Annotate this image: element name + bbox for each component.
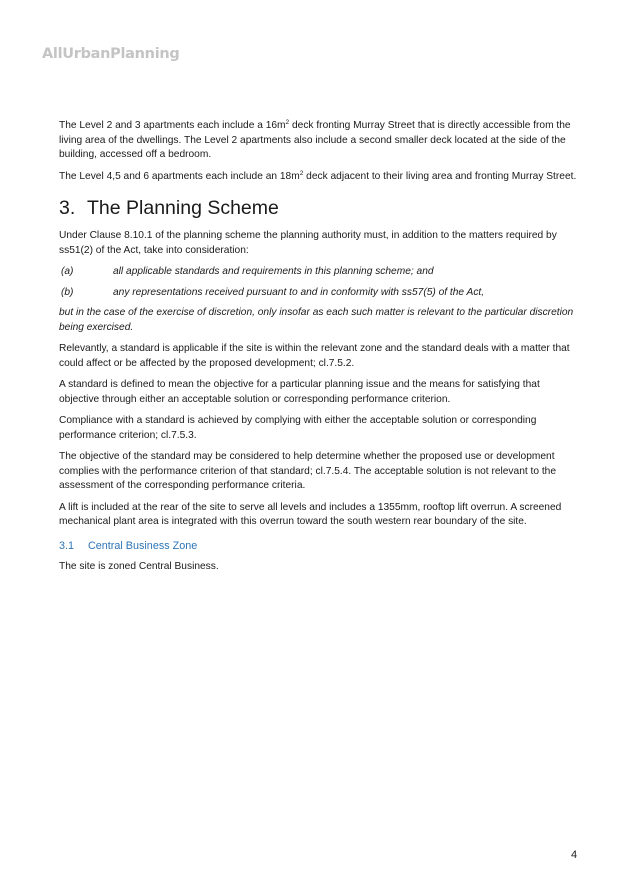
body-paragraph: Compliance with a standard is achieved by complying with either the acceptable solution or corresponding performance criterion; cl.7.5.3. <box>59 415 537 441</box>
clause-item-b <box>61 286 579 301</box>
page-number: 4 <box>571 849 578 861</box>
section-title: The Planning Scheme <box>87 197 279 219</box>
paragraph-level-4-6-decks: The Level 4,5 and 6 apartments each include an $18m^2$ deck adjacent to their living area and fronting Murray Street. <box>59 169 577 182</box>
clause-tail: but in the case of the exercise of discretion, only insofar as each such matter is relevant to the particular discretion being exercised. <box>59 307 574 333</box>
company-logo: AllUrbanPlanning <box>42 46 180 62</box>
subsection-number: 3.1 <box>59 539 75 552</box>
clause-marker: (b) <box>61 286 74 298</box>
body-paragraph: A standard is defined to mean the objective for a particular planning issue and the means for satisfying that objective through either an acceptable solution or corresponding performance criterion. <box>59 379 540 405</box>
subsection-heading <box>59 539 579 554</box>
body-paragraph: Relevantly, a standard is applicable if the site is within the relevant zone and the standard deals with a matter that could affect or be affected by the proposed development; cl.7.5.2. <box>59 343 570 369</box>
superscript-squared: 2 <box>299 169 304 177</box>
section-number: 3. <box>59 197 76 219</box>
document-body <box>59 119 579 581</box>
clause-marker: (a) <box>61 266 74 277</box>
clause-item-a <box>61 265 579 280</box>
clause-text: any representations received pursuant to and in conformity with ss57(5) of the Act, <box>113 286 485 298</box>
body-paragraph: The objective of the standard may be considered to help determine whether the proposed use or development complies with the performance criterion of that standard; cl.7.5.4. The acceptable solution is not relevant to the assessment of the corresponding performance criteria. <box>59 451 557 491</box>
clause-text: all applicable standards and requirements in this planning scheme; and <box>113 266 434 277</box>
superscript-squared: 2 <box>285 119 290 126</box>
subsection-paragraph: The site is zoned Central Business. <box>59 560 219 572</box>
clause-intro: Under Clause 8.10.1 of the planning scheme the planning authority must, in addition to the matters required by ss51(2) of the Act, take into consideration: <box>59 230 557 256</box>
section-heading <box>59 196 579 220</box>
subsection-title: Central Business Zone <box>88 539 198 552</box>
body-paragraph: A lift is included at the rear of the site to serve all levels and includes a 1355mm, rooftop lift overrun. A screened mechanical plant area is integrated with this overrun toward the south western rear boundary of the site. <box>59 501 562 527</box>
paragraph-level-2-3-decks: The Level 2 and 3 apartments each include a $16m^2$ deck fronting Murray Street that is directly accessible from the living area of the dwellings. The Level 2 apartments also include a second smaller deck located at the side of the building, accessed off a bedroom. <box>59 119 571 160</box>
